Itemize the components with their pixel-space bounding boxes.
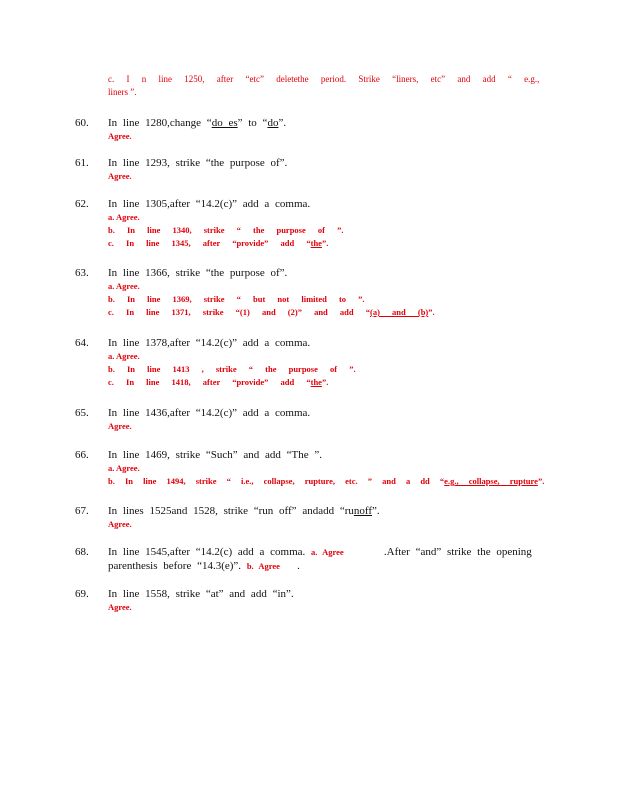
- item-text-line-1: [108, 545, 548, 559]
- item-number: 68.: [75, 546, 89, 558]
- sub-note-a: a. Agree.: [108, 281, 140, 291]
- text-part: .After “and” strike the opening: [383, 546, 532, 558]
- underlined-text: do es: [211, 117, 238, 129]
- sub-note-c: [108, 306, 548, 319]
- text-part: parenthesis before “14.3(e)”.: [108, 560, 242, 572]
- agree-note: Agree.: [108, 421, 132, 431]
- text-part: ”.: [372, 505, 380, 517]
- underlined-text: do: [267, 117, 279, 129]
- underlined-text: (a) and (b): [370, 307, 429, 317]
- item-number: 66.: [75, 449, 89, 461]
- item-number: 61.: [75, 157, 89, 169]
- item-number: 64.: [75, 337, 89, 349]
- text-part: ”.: [321, 238, 329, 248]
- item-number: 67.: [75, 505, 89, 517]
- item-number: 62.: [75, 198, 89, 210]
- item-number: 69.: [75, 588, 89, 600]
- underlined-text: the: [310, 377, 322, 387]
- text-part: ” to “: [237, 117, 268, 129]
- agree-note: Agree.: [108, 131, 132, 141]
- underlined-text: the: [310, 238, 322, 248]
- sub-note-b: b. In line 1340, strike “ the purpose of ”.: [108, 225, 344, 235]
- agree-note: Agree.: [108, 602, 132, 612]
- text-part: In line 1545,after “14.2(c) add a comma.: [108, 546, 306, 558]
- text-part: In line 1280,change “: [108, 117, 212, 129]
- agree-note: b. Agree: [246, 561, 280, 571]
- text-part: In lines 1525and 1528, strike “run off” andadd “ru: [108, 505, 354, 517]
- item-number: 65.: [75, 407, 89, 419]
- text-part: ”.: [537, 476, 545, 486]
- text-part: b. In line 1494, strike “ i.e., collapse, rupture, etc. ” and a dd “: [108, 476, 445, 486]
- item-text: In line 1558, strike “at” and add “in”.: [108, 588, 294, 600]
- sub-note-c: [108, 237, 548, 250]
- text-part: ”.: [428, 307, 435, 317]
- item-text: In line 1293, strike “the purpose of”.: [108, 157, 288, 169]
- sub-note-c: [108, 376, 548, 389]
- item-text: In line 1436,after “14.2(c)” add a comma.: [108, 407, 311, 419]
- underlined-text: noff: [353, 505, 373, 517]
- text-part: c. In line 1418, after “provide” add “: [108, 377, 311, 387]
- item-text: [108, 504, 548, 518]
- continuation-line-2: liners ”.: [108, 87, 137, 97]
- item-text: In line 1366, strike “the purpose of”.: [108, 267, 288, 279]
- underlined-text: e.g., collapse, rupture: [444, 476, 538, 486]
- agree-note: Agree.: [108, 519, 132, 529]
- sub-note-a: a. Agree.: [108, 351, 140, 361]
- sub-note-b: b. In line 1369, strike “ but not limited to ”.: [108, 294, 365, 304]
- text-part: c. In line 1345, after “provide” add “: [108, 238, 311, 248]
- text-part: .: [297, 560, 300, 572]
- item-text: [108, 116, 548, 130]
- item-number: 60.: [75, 117, 89, 129]
- agree-note: a. Agree: [311, 547, 344, 557]
- sub-note-a: a. Agree.: [108, 463, 140, 473]
- sub-note-b: b. In line 1413 , strike “ the purpose of ”.: [108, 364, 356, 374]
- item-text: In line 1469, strike “Such” and add “The ”.: [108, 449, 322, 461]
- item-text-line-2: [108, 559, 548, 573]
- continuation-line-1: c. I n line 1250, after “etc” deletethe period. Strike “liners, etc” and add “ e.g.,: [108, 74, 540, 84]
- continuation-block: [108, 73, 540, 99]
- item-text: In line 1305,after “14.2(c)” add a comma.: [108, 198, 311, 210]
- sub-note-a: a. Agree.: [108, 212, 140, 222]
- text-part: ”.: [278, 117, 287, 129]
- sub-note-b: [108, 475, 548, 488]
- item-number: 63.: [75, 267, 89, 279]
- text-part: c. In line 1371, strike “(1) and (2)” and add “: [108, 307, 370, 317]
- text-part: ”.: [321, 377, 329, 387]
- agree-note: Agree.: [108, 171, 132, 181]
- item-text: In line 1378,after “14.2(c)” add a comma.: [108, 337, 311, 349]
